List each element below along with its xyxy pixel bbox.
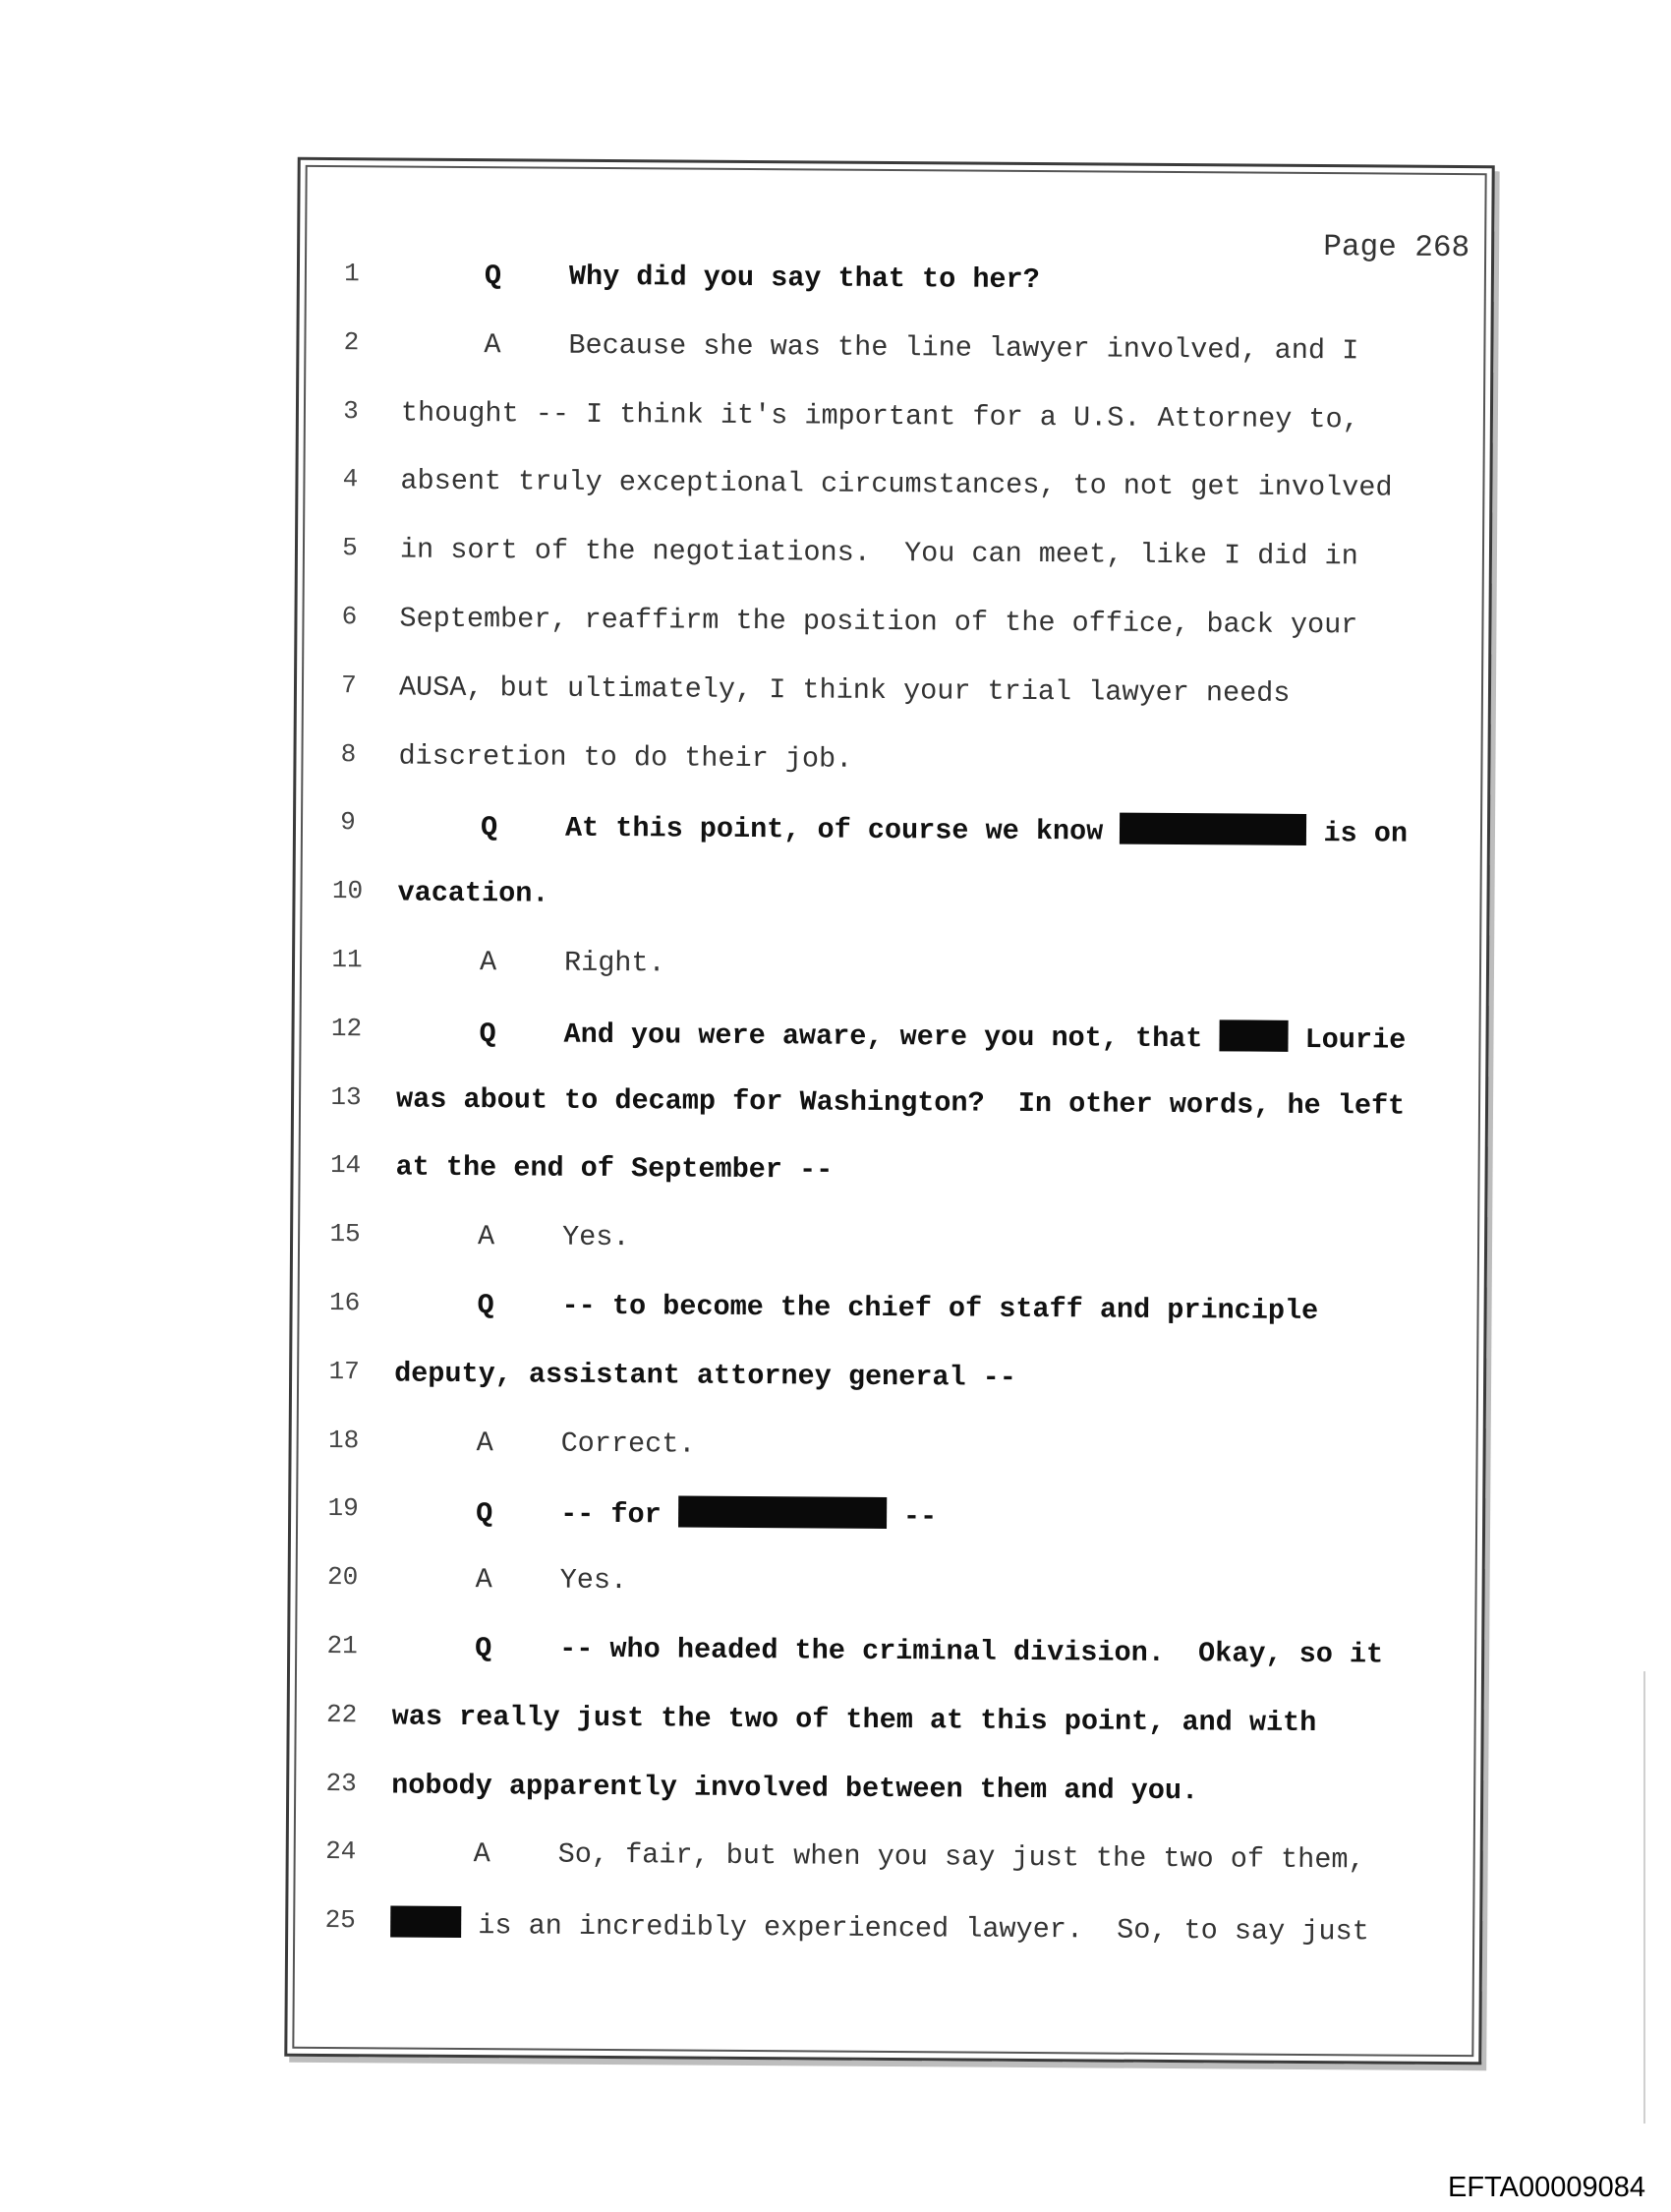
transcript-line: [299, 327, 1490, 394]
transcript-line: [298, 464, 1489, 531]
line-text-segment: So, fair, but when you say just the two of them,: [557, 1838, 1365, 1877]
line-text-segment: And you were aware, were you not, that: [563, 1018, 1220, 1056]
line-text: [401, 327, 1358, 367]
line-text-segment: -- to become the chief of staff and principle: [561, 1289, 1319, 1328]
transcript-line: [288, 1905, 1479, 1972]
transcript-line: [297, 670, 1488, 737]
line-text-segment: is on: [1306, 817, 1409, 851]
line-text: [400, 465, 1392, 504]
transcript-line: [296, 738, 1487, 805]
line-text: [394, 1288, 1318, 1327]
line-text-segment: -- for: [560, 1498, 678, 1532]
page-number: Page 268: [1323, 230, 1470, 266]
speaker-label: Q: [479, 1017, 496, 1050]
speaker-label: A: [473, 1837, 490, 1871]
speaker-label: Q: [477, 1289, 494, 1322]
line-number: 10: [331, 876, 364, 906]
line-number: 17: [328, 1356, 360, 1387]
line-text-segment: discretion to do their job.: [398, 739, 853, 776]
line-text-segment: Because she was the line lawyer involved, and I: [568, 328, 1359, 368]
speaker-label: Q: [475, 1632, 492, 1665]
speaker-label: A: [475, 1563, 492, 1597]
line-text: [394, 1357, 1016, 1393]
line-text: [398, 739, 852, 775]
line-number: 12: [330, 1013, 363, 1044]
line-text: [395, 1220, 630, 1254]
transcript-line: [289, 1768, 1480, 1834]
line-text-segment: Right.: [563, 946, 665, 980]
line-number: 6: [341, 602, 358, 632]
transcript-line: [300, 259, 1491, 325]
line-text: [392, 1700, 1317, 1739]
speaker-label: Q: [480, 811, 498, 844]
line-number: 1: [344, 259, 360, 289]
line-text: [397, 877, 548, 910]
transcript-line: [295, 945, 1486, 1012]
transcript-line: [298, 533, 1489, 600]
line-text-segment: thought -- I think it's important for a U.S. Attorney to,: [400, 396, 1359, 436]
transcript-line: [292, 1357, 1483, 1424]
transcript-line: [295, 876, 1486, 943]
line-text-segment: Lourie: [1288, 1022, 1407, 1057]
line-text-segment: absent truly exceptional circumstances, to not get involved: [400, 464, 1393, 504]
transcript-line: [291, 1425, 1482, 1491]
line-text: [396, 1082, 1405, 1122]
line-text-segment: deputy, assistant attorney general --: [394, 1357, 1017, 1394]
line-text-segment: At this point, of course we know: [564, 812, 1121, 849]
line-number: 24: [325, 1836, 357, 1867]
transcript-line: [290, 1631, 1481, 1698]
speaker-label: A: [476, 1426, 493, 1459]
line-text: [401, 396, 1359, 436]
line-text: [393, 1563, 628, 1598]
line-text-segment: Why did you say that to her?: [568, 260, 1040, 297]
line-text: [397, 945, 665, 979]
redaction-box: [1219, 1019, 1288, 1051]
line-number: 5: [342, 533, 358, 563]
scan-edge-mark: [1643, 1671, 1645, 2124]
line-text: [395, 1151, 833, 1187]
line-number: 23: [325, 1768, 357, 1798]
document-id: EFTA00009084: [1448, 2172, 1645, 2203]
line-text: [400, 534, 1358, 573]
line-text-segment: at the end of September --: [395, 1150, 834, 1187]
line-text-segment: AUSA, but ultimately, I think your trial lawyer needs: [398, 670, 1291, 710]
transcript-line: [290, 1562, 1481, 1629]
speaker-label: A: [477, 1220, 495, 1253]
line-number: 22: [325, 1699, 358, 1730]
line-number: 8: [340, 738, 357, 769]
transcript-line: [293, 1150, 1484, 1217]
redaction-box: [1120, 813, 1306, 845]
line-number: 13: [330, 1081, 362, 1112]
line-text-segment: vacation.: [397, 876, 549, 910]
line-number: 19: [327, 1493, 359, 1524]
transcript-line: [289, 1700, 1480, 1767]
transcript-line: [293, 1219, 1484, 1286]
line-number: 21: [326, 1631, 358, 1661]
line-text: [399, 603, 1357, 642]
transcript-line: [299, 395, 1490, 462]
line-number: 11: [331, 945, 363, 975]
line-text-segment: was really just the two of them at this point, and with: [391, 1700, 1317, 1739]
line-text: [392, 1631, 1383, 1670]
redaction-box: [390, 1906, 461, 1939]
line-text-segment: -- who headed the criminal division. Okay, so it: [559, 1632, 1384, 1671]
transcript-line: [294, 1014, 1485, 1080]
line-text-segment: Correct.: [560, 1426, 696, 1461]
transcript-line: [292, 1288, 1483, 1355]
line-text: [398, 808, 1408, 850]
line-text: [393, 1494, 937, 1534]
line-number: 25: [324, 1905, 356, 1936]
line-number: 20: [326, 1562, 359, 1593]
line-text-segment: September, reaffirm the position of the office, back your: [399, 602, 1358, 642]
line-number: 14: [329, 1150, 362, 1181]
line-number: 4: [342, 464, 359, 495]
speaker-label: Q: [484, 260, 502, 293]
line-text-segment: was about to decamp for Washington? In other words, he left: [395, 1082, 1406, 1123]
transcript-line: [297, 602, 1488, 669]
line-number: 9: [340, 807, 356, 838]
line-number: 7: [341, 669, 357, 701]
speaker-label: A: [479, 946, 497, 979]
line-text: [402, 260, 1040, 297]
line-number: 15: [329, 1219, 361, 1250]
line-text-segment: Yes.: [559, 1563, 628, 1598]
transcript-line: [291, 1493, 1482, 1560]
line-text: [391, 1837, 1365, 1877]
line-text-segment: in sort of the negotiations. You can meet, like I did in: [399, 533, 1358, 573]
line-text: [394, 1426, 696, 1460]
line-text-segment: Yes.: [561, 1220, 630, 1254]
transcript-line: [294, 1081, 1485, 1148]
line-text-segment: is an incredibly experienced lawyer. So, to say just: [461, 1909, 1369, 1949]
line-number: 16: [328, 1288, 361, 1318]
line-text-segment: --: [886, 1500, 938, 1534]
redaction-box: [678, 1496, 887, 1529]
transcript-line: [288, 1836, 1479, 1903]
speaker-label: A: [484, 327, 501, 362]
line-number: 18: [327, 1425, 360, 1455]
line-number: 2: [343, 326, 360, 358]
line-number: 3: [343, 395, 359, 426]
line-text: [399, 670, 1291, 709]
line-text: [390, 1906, 1369, 1949]
transcript-line: [296, 807, 1487, 874]
transcript-page: [284, 157, 1494, 2065]
speaker-label: Q: [476, 1497, 493, 1531]
line-text: [391, 1769, 1198, 1807]
line-text-segment: nobody apparently involved between them and you.: [391, 1769, 1199, 1807]
line-text: [396, 1014, 1406, 1056]
